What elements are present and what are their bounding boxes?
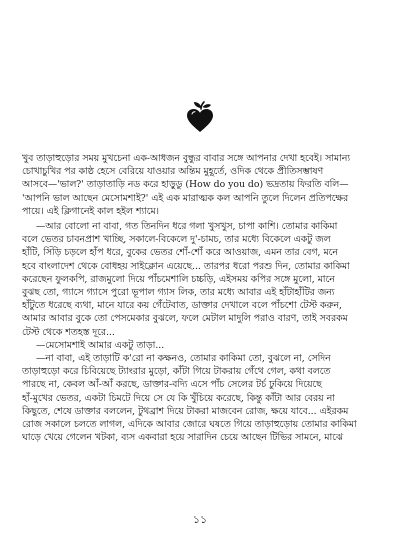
text-line: আসবে—'ভাল?' তাড়াতাড়ি নড করে হাড়ুডু (How do you do) ভদ্রতায় ফিরতি বলি—	[22, 179, 349, 191]
text-line: আমার আবার বুকে তো পেসমেকার বুঝলে, ফলে মেটাল মাদুলি পরাও বারণ, তাই সবরকম	[22, 313, 348, 325]
text-line: বুঝছ তো, গ্যাসে গ্যাসে পুরো ভূপাল গ্যাস লিক, তার মধ্যে আবার এই হাঁটাহাঁটির জন্য	[22, 287, 335, 299]
text-line: পারছে না, কেবল আঁ-আঁ করছে, ডাক্তার-বদ্যি এসে পাঁচ সেলের টর্চ ঢুকিয়ে দিয়েছে	[22, 379, 322, 391]
text-line: তাড়াহুড়ো করে চিবিয়েছে ট্যাংরার মুড়ো, কাঁটা গিয়ে টাকরায় গেঁথে গেল, কথা বলতে	[22, 366, 331, 378]
text-line: চোখাচুখির পর কাষ্ঠ হেসে বেরিয়ে যাওয়ার অন্তিম মুহূর্তে, ওদিক থেকে প্রীতিসম্ভাষণ	[22, 166, 324, 178]
text-line: পায়ে। এই ক্লিগানেই কাল হইল শ্যামে।	[22, 205, 159, 217]
text-line: হাঁটুতে ধরেছে ব্যথা, মানে যারে কয় গেঁটেবাত, ডাক্তার দেখালে বলে পাঁচশো টেস্ট করুন,	[22, 300, 342, 312]
heart-leaf-ornament-icon	[183, 100, 217, 134]
text-line: ঘাড়ে খেয়ে গেলেন খটকা, ব্যস একবারা হয়ে সারাদিন চেয়ে আছেন টিভির সামনে, মাঝে	[22, 432, 343, 444]
text-line: হাঁ-মুখের ভেতর, একটা চিমটে দিয়ে সে যে কি খুঁচিয়ে করেছে, কিন্তু কাঁটা আর বেরয় না	[22, 392, 335, 404]
text-line: খুব তাড়াহুড়োর সময় মুখচেনা এক-আধজন বুন্ধুর বাবার সঙ্গে আপনার দেখা হবেই। সামান্য	[22, 153, 351, 164]
text-line: বলে ভেতর চাবনপ্রাশ খাচ্ছি, সকালে-বিকেলে দু'-চামচ, তার মধ্যে বিকেলে একটু জল	[22, 234, 331, 246]
text-line: —আর বোলো না বাবা, গত তিনদিন ধরে গলা খুসখুস, চাপা কাশি। তোমার কাকিমা	[36, 221, 338, 233]
text-line: কিছুতে, শেষে ডাক্তার বললেন, টুথব্রাশ দিয়ে টাকরা মাজবেন রোজ, ক্ষয়ে যাবে... এইরকম	[22, 405, 349, 417]
text-line: 'আপনি ভাল আছেন মেসোমশাই?' এই এক মারাত্মক কল আপনি তুলে দিলেন প্রতিপক্ষের	[22, 192, 349, 204]
paragraph	[22, 352, 380, 444]
text-line: হাঁটি, সিঁড়ি চড়লে হাঁপ ধরে, বুকের ভেতর শোঁ-শোঁ করে আওয়াজ, এমন তার বেগ, মনে	[22, 247, 338, 259]
body-text	[22, 152, 380, 444]
paragraph	[22, 220, 380, 339]
text-line: —মেসোমশাই আমার একটু তাড়া...	[36, 339, 165, 351]
text-line: হবে বাংলাদেশ থেকে বোধহয় সাইক্লোন এয়েছে... তারপর ধরো পরশু দিন, তোমার কাকিমা	[22, 260, 350, 272]
paragraph	[22, 339, 380, 352]
page-number: ১১	[192, 513, 208, 526]
text-line: রোজ সকালে চলতে লাগল, এদিকে আবার জোরে ঘষতে গিয়ে তাড়াহুড়োয় তোমার কাকিমা	[22, 419, 357, 431]
paragraph	[22, 152, 380, 218]
text-line: টেস্ট থেকে শতহস্ত দূরে...	[22, 326, 115, 338]
text-line: করেছেন ফুলকপি, রাজমুলো দিয়ে পাঁচমেশালি চচ্চড়ি, এইসময় কপির সঙ্গে মুলো, মানে	[22, 273, 335, 285]
text-line: —না বাবা, এই তাড়াটি ক'রো না কক্ষনও, তোমার কাকিমা তো, বুঝলে না, সেদিন	[36, 353, 331, 365]
